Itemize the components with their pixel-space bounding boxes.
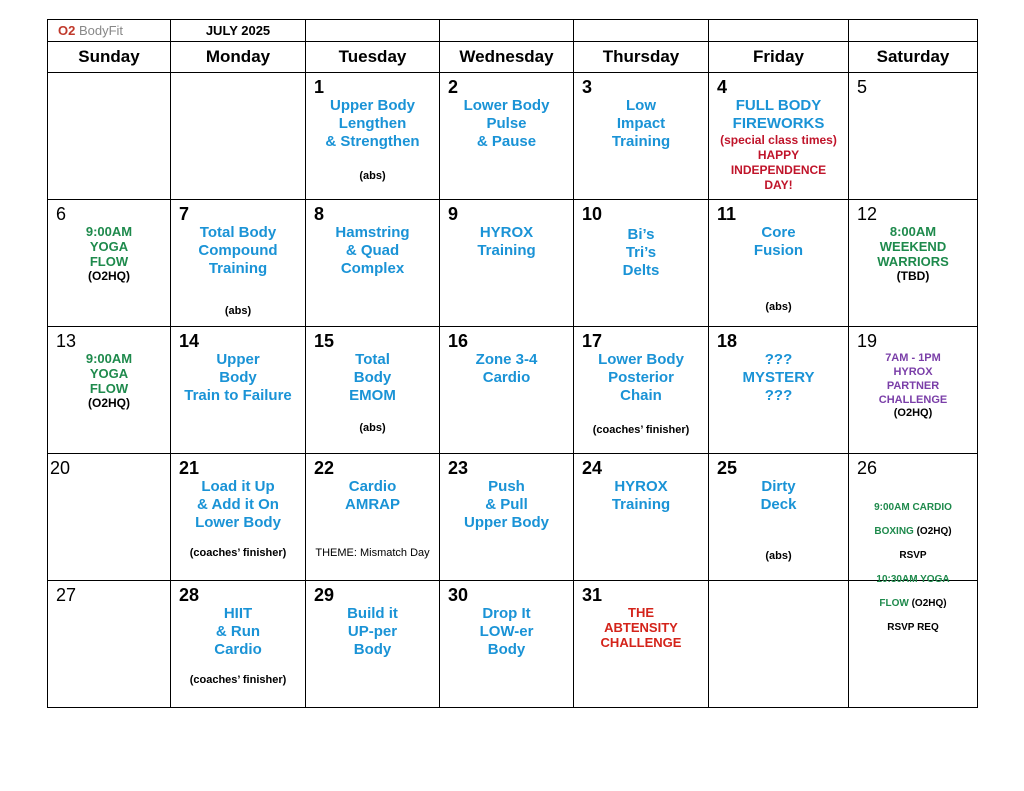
class-time: 9:00AM YOGA FLOW (85, 351, 133, 396)
day-number: 24 (582, 458, 603, 478)
class-title: HIIT & Run Cardio (214, 605, 262, 658)
day-number: 18 (717, 331, 738, 351)
day-cell[interactable] (849, 200, 978, 327)
weekday-label: Sunday (48, 42, 171, 73)
day-number: 15 (314, 331, 335, 351)
empty-cell (48, 73, 171, 200)
day-cell[interactable] (849, 73, 978, 200)
day-number: 14 (179, 331, 200, 351)
day-cell[interactable] (440, 327, 574, 454)
day-number: 16 (448, 331, 469, 351)
day-number: 23 (448, 458, 469, 478)
day-number: 17 (582, 331, 603, 351)
day-number: 8 (314, 204, 325, 224)
day-number: 28 (179, 585, 200, 605)
weekday-label: Saturday (849, 42, 978, 73)
day-number: 10 (582, 204, 603, 224)
day-cell[interactable] (306, 200, 440, 327)
month-title: JULY 2025 (171, 20, 306, 42)
day-number: 22 (314, 458, 335, 478)
weekday-label: Tuesday (306, 42, 440, 73)
day-number: 9 (448, 204, 459, 224)
day-cell[interactable] (574, 454, 709, 581)
day-cell[interactable] (709, 200, 849, 327)
class-title: Dirty Deck (760, 478, 797, 513)
class-title: Load it Up & Add it On Lower Body (195, 478, 281, 531)
day-cell[interactable] (849, 454, 978, 633)
class-location: (O2HQ) (88, 396, 130, 410)
day-cell[interactable] (849, 327, 978, 454)
class-note: (abs) (765, 301, 792, 313)
day-cell[interactable] (574, 73, 709, 200)
class-title: ??? MYSTERY ??? (742, 351, 815, 404)
day-cell[interactable] (709, 73, 849, 200)
day-number: 31 (582, 585, 603, 605)
day-number: 13 (56, 331, 77, 351)
day-number: 21 (179, 458, 200, 478)
day-cell[interactable] (171, 454, 306, 581)
day-number: 27 (56, 585, 77, 605)
class-title: HYROX Training (477, 224, 536, 259)
day-number: 11 (717, 204, 737, 224)
class-title: HYROX Training (611, 478, 671, 513)
class-title: Build it UP-per Body (347, 605, 398, 658)
class-note: (coaches’ finisher) (189, 674, 287, 686)
weekday-header (48, 42, 978, 73)
day-cell[interactable] (709, 454, 849, 581)
class-title: Drop It LOW-er Body (479, 605, 534, 658)
day-cell[interactable] (574, 581, 709, 708)
day-cell[interactable] (171, 200, 306, 327)
day-cell[interactable] (48, 327, 171, 454)
day-number: 26 (857, 458, 878, 478)
class-title: Low Impact Training (611, 97, 671, 150)
class-note: (abs) (359, 422, 386, 434)
class-schedule: 9:00AM CARDIO BOXING (O2HQ) RSVP 10:30AM YOGA FLOW (O2HQ) RSVP REQ (874, 502, 952, 633)
class-location: (TBD) (896, 269, 930, 283)
day-cell[interactable] (440, 73, 574, 200)
day-cell[interactable] (48, 581, 171, 708)
class-title: Cardio AMRAP (345, 478, 400, 513)
day-number: 3 (582, 77, 593, 97)
empty-cell (849, 581, 978, 708)
class-note: (abs) (224, 305, 252, 317)
weekday-label: Thursday (574, 42, 709, 73)
day-cell[interactable] (306, 454, 440, 581)
brand-logo: O2 BodyFit (48, 20, 171, 42)
class-title: Lower Body Pulse & Pause (463, 97, 550, 150)
class-location: (O2HQ) (893, 407, 933, 419)
day-cell[interactable] (171, 581, 306, 708)
day-number: 12 (857, 204, 878, 224)
class-title: FULL BODY FIREWORKS (732, 97, 825, 132)
empty-cell (709, 581, 849, 708)
day-cell[interactable] (48, 200, 171, 327)
day-cell[interactable] (440, 454, 574, 581)
class-note: (abs) (765, 550, 792, 562)
day-number: 1 (314, 77, 325, 97)
day-cell[interactable] (574, 327, 709, 454)
class-title: THE ABTENSITY CHALLENGE (600, 605, 682, 650)
class-note: (coaches’ finisher) (592, 424, 690, 436)
class-title: Upper Body Train to Failure (184, 351, 292, 404)
holiday-label: HAPPY INDEPENDENCE DAY! (730, 148, 827, 192)
day-cell[interactable] (306, 327, 440, 454)
weekday-label: Wednesday (440, 42, 574, 73)
day-number: 25 (717, 458, 738, 478)
special-note: (special class times) (720, 133, 837, 147)
day-number: 30 (448, 585, 469, 605)
day-cell[interactable] (440, 581, 574, 708)
day-number: 19 (857, 331, 878, 351)
empty-cell (171, 73, 306, 200)
day-cell[interactable] (306, 581, 440, 708)
weekday-label: Monday (171, 42, 306, 73)
day-number: 4 (717, 77, 728, 97)
class-title: Total Body Compound Training (198, 224, 278, 277)
day-number: 7 (179, 204, 190, 224)
day-number: 5 (857, 77, 868, 97)
class-location: (O2HQ) (88, 269, 130, 283)
calendar-grid (47, 19, 978, 708)
day-cell[interactable] (171, 327, 306, 454)
day-number: 29 (314, 585, 335, 605)
class-title: Upper Body Lengthen & Strengthen (325, 97, 420, 150)
class-title: Core Fusion (753, 224, 804, 259)
class-title: Bi’s Tri’s Delts (622, 226, 660, 279)
day-number: 6 (56, 204, 67, 224)
class-title: Total Body EMOM (349, 351, 396, 404)
day-cell[interactable] (574, 200, 709, 327)
class-time: 8:00AM WEEKEND WARRIORS (877, 224, 949, 269)
day-cell[interactable] (709, 327, 849, 454)
class-title: Zone 3-4 Cardio (475, 351, 538, 386)
day-number: 20 (50, 458, 71, 478)
day-cell[interactable] (440, 200, 574, 327)
class-title: Lower Body Posterior Chain (598, 351, 684, 404)
class-time: 9:00AM YOGA FLOW (85, 224, 133, 269)
day-number: 2 (448, 77, 459, 97)
day-cell[interactable] (48, 454, 171, 581)
class-title: Push & Pull Upper Body (463, 478, 549, 531)
class-title: Hamstring & Quad Complex (335, 224, 410, 277)
weekday-label: Friday (709, 42, 849, 73)
class-time: 7AM - 1PM HYROX PARTNER CHALLENGE (878, 352, 948, 406)
day-cell[interactable] (306, 73, 440, 200)
class-note: (abs) (359, 170, 386, 182)
class-note: (coaches’ finisher) (189, 547, 287, 559)
theme-note: THEME: Mismatch Day (315, 547, 430, 559)
